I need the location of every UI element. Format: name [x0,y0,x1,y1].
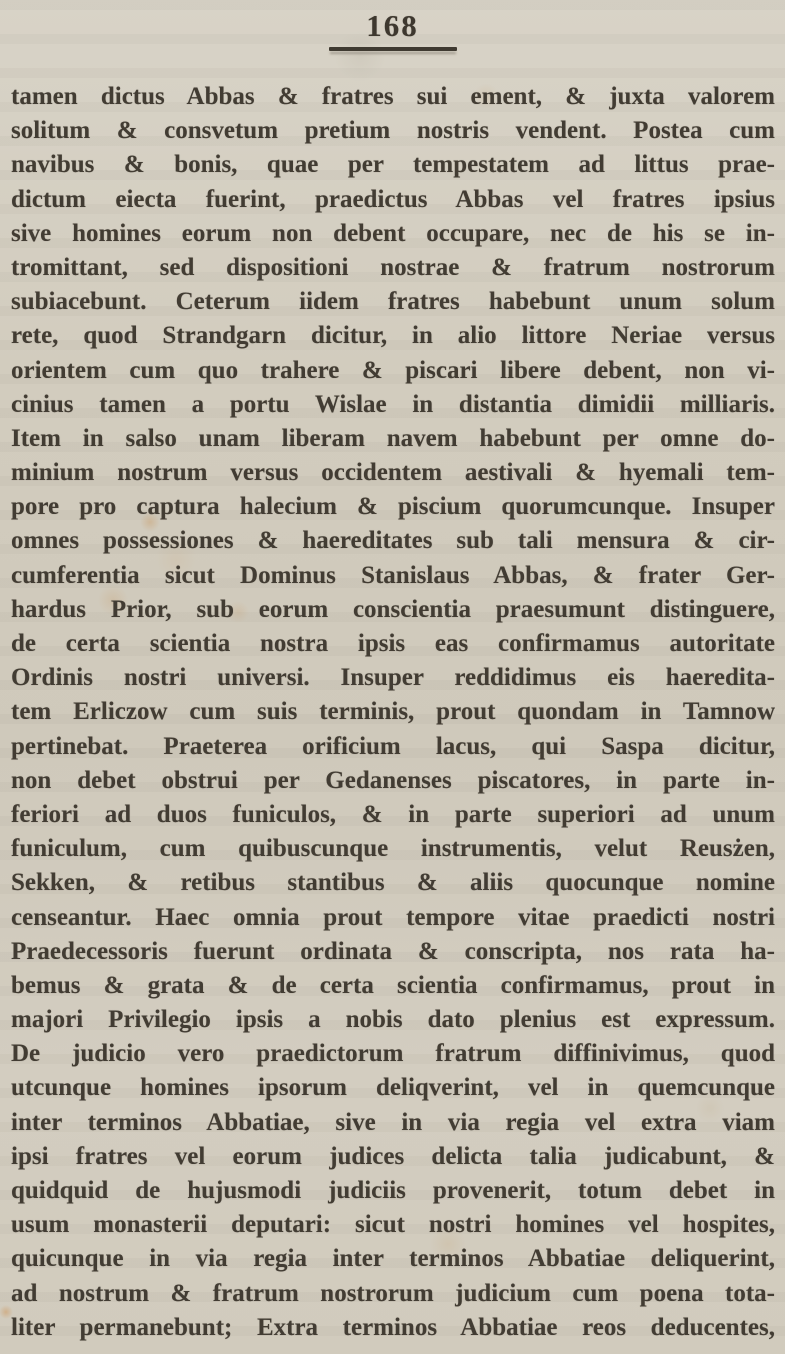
page-number-rule [329,47,457,51]
page-number: 168 [366,8,419,43]
text-line: majori Privilegio ipsis a nobis dato plenius est expressum. [11,1006,775,1034]
text-line: hardus Prior, sub eorum conscientia praesumunt distinguere, [11,595,775,623]
text-line: solitum & consvetum pretium nostris vendent. Postea cum [11,117,775,145]
text-line: Ordinis nostri universi. Insuper reddidimus eis haeredita- [11,664,775,692]
text-line: Sekken, & retibus stantibus & aliis quocunque nomine [11,869,775,897]
text-line: tromittant, sed dispositioni nostrae & fratrum nostrorum [11,253,775,281]
text-line: omnes possessiones & haereditates sub tali mensura & cir- [11,527,775,555]
text-line: ipsi fratres vel eorum judices delicta talia judicabunt, & [11,1142,775,1170]
text-line: cinius tamen a portu Wislae in distantia dimidii milliaris. [11,390,775,418]
text-line: Item in salso unam liberam navem habebunt per omne do- [11,424,775,452]
text-line: tamen dictus Abbas & fratres sui ement, & juxta valorem [11,83,775,110]
text-line: quicunque in via regia inter terminos Abbatiae deliquerint, [11,1245,775,1273]
text-line: navibus & bonis, quae per tempestatem ad littus prae- [11,151,775,179]
text-line: tem Erliczow cum suis terminis, prout quondam in Tamnow [11,698,775,726]
text-line: dictum eiecta fuerint, praedictus Abbas vel fratres ipsius [11,185,775,213]
text-line: ad nostrum & fratrum nostrorum judicium cum poena tota- [11,1279,775,1307]
text-line: orientem cum quo trahere & piscari libere debent, non vi- [11,356,775,384]
text-line: liter permanebunt; Extra terminos Abbatiae reos deducentes, [11,1313,775,1341]
text-line: De judicio vero praedictorum fratrum diffinivimus, quod [11,1040,775,1068]
text-line: Praedecessoris fuerunt ordinata & conscripta, nos rata ha- [11,937,775,965]
text-line: non debet obstrui per Gedanenses piscatores, in parte in- [11,766,775,794]
text-line: inter terminos Abbatiae, sive in via regia vel extra viam [11,1108,775,1136]
text-line: censeantur. Haec omnia prout tempore vitae praedicti nostri [11,903,775,931]
text-line: pertinebat. Praeterea orificium lacus, qui Saspa dicitur, [11,732,775,760]
text-line: utcunque homines ipsorum deliqverint, vel in quemcunque [11,1074,775,1102]
text-line: sive homines eorum non debent occupare, nec de his se in- [11,219,775,247]
text-line: cumferentia sicut Dominus Stanislaus Abbas, & frater Ger- [11,561,775,589]
page-header [0,0,785,51]
text-line: rete, quod Strandgarn dicitur, in alio littore Neriae versus [11,322,775,350]
text-line: usum monasterii deputari: sicut nostri homines vel hospites, [11,1211,775,1239]
text-line: funiculum, cum quibuscunque instrumentis, velut Reusżen, [11,835,775,863]
text-line: bemus & grata & de certa scientia confirmamus, prout in [11,971,775,999]
text-line: subiacebunt. Ceterum iidem fratres habebunt unum solum [11,288,775,316]
text-line: minium nostrum versus occidentem aestivali & hyemali tem- [11,459,775,487]
page-body-text [0,80,785,1345]
text-line: quidquid de hujusmodi judiciis provenerit, totum debet in [11,1177,775,1204]
text-line: de certa scientia nostra ipsis eas confirmamus autoritate [11,630,775,657]
text-line: feriori ad duos funiculos, & in parte superiori ad unum [11,800,775,828]
text-line: pore pro captura halecium & piscium quorumcunque. Insuper [11,493,775,521]
